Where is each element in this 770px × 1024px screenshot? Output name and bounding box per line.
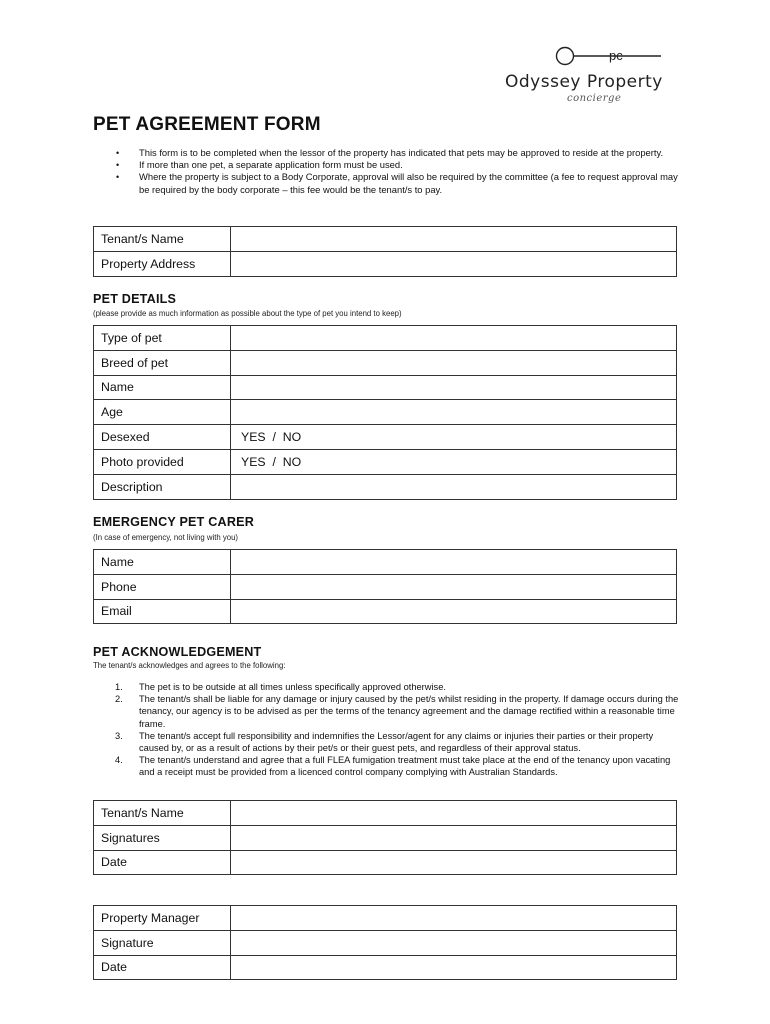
pet-details-note: (please provide as much information as possible about the type of pet you intend to keep) bbox=[93, 309, 402, 318]
row-label: Date bbox=[94, 850, 231, 875]
intro-bullet: • Where the property is subject to a Body Corporate, approval will also be required by the committee (a fee to request approval may be required by the body corporate – this fee would be the tenant/s to pay. bbox=[93, 171, 683, 195]
row-label: Breed of pet bbox=[94, 350, 231, 375]
list-item bbox=[93, 693, 683, 730]
row-label: Property Manager bbox=[94, 906, 231, 931]
row-label: Tenant/s Name bbox=[94, 801, 231, 826]
intro-bullet: • If more than one pet, a separate application form must be used. bbox=[93, 159, 683, 171]
table-row bbox=[94, 955, 677, 980]
table-row bbox=[94, 350, 677, 375]
table-row bbox=[94, 906, 677, 931]
table-row bbox=[94, 425, 677, 450]
tenant-signatures-field[interactable] bbox=[231, 825, 677, 850]
emergency-carer-table bbox=[93, 549, 677, 624]
acknowledgement-heading: PET ACKNOWLEDGEMENT bbox=[93, 645, 262, 659]
table-row bbox=[94, 227, 677, 252]
row-label: Date bbox=[94, 955, 231, 980]
type-of-pet-field[interactable] bbox=[231, 326, 677, 351]
row-label: Signatures bbox=[94, 825, 231, 850]
table-row bbox=[94, 375, 677, 400]
table-row bbox=[94, 251, 677, 276]
logo-mark-text: pc bbox=[609, 48, 623, 63]
table-row bbox=[94, 574, 677, 599]
manager-signature-field[interactable] bbox=[231, 930, 677, 955]
table-row bbox=[94, 850, 677, 875]
item-text: The tenant/s shall be liable for any damage or injury caused by the pet/s whilst residing in the property. If damage occurs during the tenancy, our agency is to be advised as per the terms of the tenancy agreement and the damage rectified within a reasonable time frame. bbox=[139, 694, 679, 729]
item-number: 3. bbox=[115, 730, 123, 741]
table-row bbox=[94, 825, 677, 850]
item-number: 2. bbox=[115, 694, 123, 705]
table-row bbox=[94, 599, 677, 624]
row-label: Signature bbox=[94, 930, 231, 955]
row-label: Email bbox=[94, 599, 231, 624]
intro-bullet: • This form is to be completed when the lessor of the property has indicated that pets may be approved to reside at the property. bbox=[93, 147, 683, 159]
item-text: The tenant/s understand and agree that a full FLEA fumigation treatment must take place at the end of the tenancy upon vacating and a receipt must be provided from a licenced control company complying with Australian Standards. bbox=[139, 755, 671, 778]
item-text: The tenant/s accept full responsibility and indemnifies the Lessor/agent for any claims or injuries their parties or their property caused by, or as a result of actions by their pet/s or their guest pets, and regardless of their approval status. bbox=[139, 730, 654, 754]
carer-email-field[interactable] bbox=[231, 599, 677, 624]
page-title: PET AGREEMENT FORM bbox=[93, 114, 321, 135]
row-label: Photo provided bbox=[94, 449, 231, 474]
pet-details-table bbox=[93, 325, 677, 500]
table-row bbox=[94, 550, 677, 575]
row-label: Desexed bbox=[94, 425, 231, 450]
acknowledgement-note: The tenant/s acknowledges and agrees to the following: bbox=[93, 661, 286, 670]
description-field[interactable] bbox=[231, 474, 677, 499]
tenant-date-field[interactable] bbox=[231, 850, 677, 875]
item-text: The pet is to be outside at all times unless specifically approved otherwise. bbox=[139, 682, 446, 692]
item-number: 4. bbox=[115, 755, 123, 766]
property-address-field[interactable] bbox=[231, 251, 677, 276]
table-row bbox=[94, 801, 677, 826]
row-label: Age bbox=[94, 400, 231, 425]
desexed-yes-no-field[interactable]: YES / NO bbox=[231, 425, 677, 450]
manager-date-field[interactable] bbox=[231, 955, 677, 980]
acknowledgement-list bbox=[93, 681, 683, 779]
emergency-carer-note: (In case of emergency, not living with you) bbox=[93, 533, 239, 542]
row-label: Tenant/s Name bbox=[94, 227, 231, 252]
table-row bbox=[94, 449, 677, 474]
pet-age-field[interactable] bbox=[231, 400, 677, 425]
company-logo bbox=[505, 46, 675, 108]
tenant-name-sign-field[interactable] bbox=[231, 801, 677, 826]
table-row bbox=[94, 930, 677, 955]
row-label: Property Address bbox=[94, 251, 231, 276]
tenant-name-field[interactable] bbox=[231, 227, 677, 252]
row-label: Phone bbox=[94, 574, 231, 599]
pet-name-field[interactable] bbox=[231, 375, 677, 400]
list-item bbox=[93, 681, 683, 693]
row-label: Type of pet bbox=[94, 326, 231, 351]
table-row bbox=[94, 400, 677, 425]
tenant-table bbox=[93, 226, 677, 277]
emergency-carer-heading: EMERGENCY PET CARER bbox=[93, 515, 255, 529]
logo-subtitle: concierge bbox=[567, 93, 622, 104]
list-item bbox=[93, 730, 683, 754]
logo-brand-name: Odyssey Property bbox=[505, 72, 663, 92]
property-manager-table bbox=[93, 905, 677, 980]
photo-provided-yes-no-field[interactable]: YES / NO bbox=[231, 449, 677, 474]
row-label: Name bbox=[94, 375, 231, 400]
tenant-signature-table bbox=[93, 800, 677, 875]
table-row bbox=[94, 474, 677, 499]
table-row bbox=[94, 326, 677, 351]
item-number: 1. bbox=[115, 682, 123, 692]
carer-name-field[interactable] bbox=[231, 550, 677, 575]
pet-details-heading: PET DETAILS bbox=[93, 292, 177, 306]
breed-of-pet-field[interactable] bbox=[231, 350, 677, 375]
row-label: Description bbox=[94, 474, 231, 499]
carer-phone-field[interactable] bbox=[231, 574, 677, 599]
intro-list bbox=[93, 147, 683, 196]
property-manager-field[interactable] bbox=[231, 906, 677, 931]
row-label: Name bbox=[94, 550, 231, 575]
list-item bbox=[93, 754, 683, 778]
key-icon bbox=[553, 46, 663, 68]
